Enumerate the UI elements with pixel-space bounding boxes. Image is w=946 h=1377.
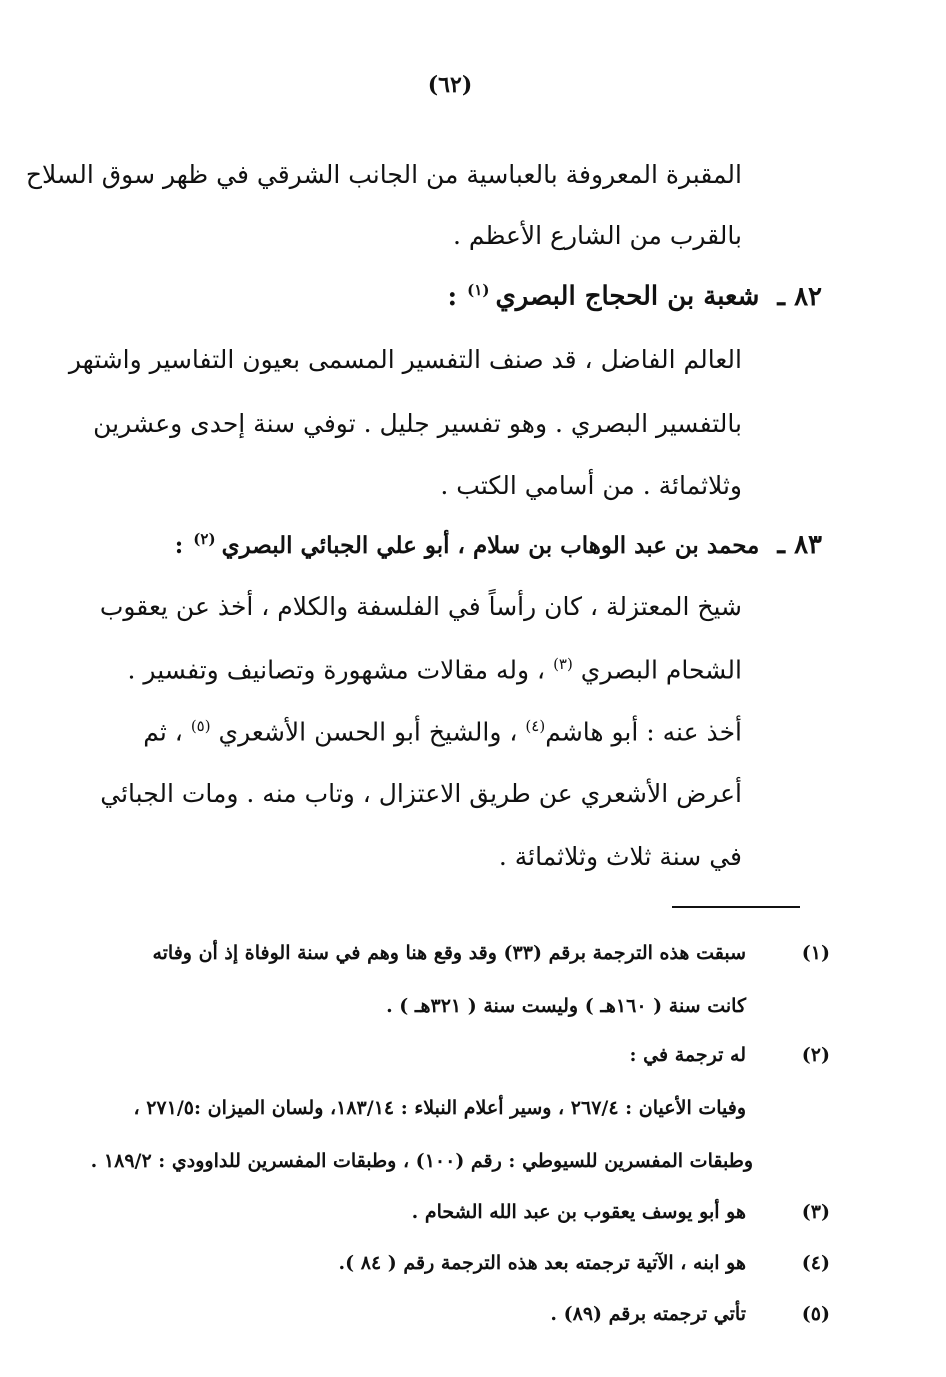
entry-83-line-2-a: الشحام البصري [580, 655, 742, 685]
entry-83-line-4: أعرض الأشعري عن طريق الاعتزال ، وتاب منه . ومات الجبائي [100, 779, 742, 808]
footnote-1-line-1: سبقت هذه الترجمة برقم (٣٣) وقد وقع هنا وهم في سنة الوفاة إذ أن وفاته [152, 942, 746, 964]
page-number: (٦٢) [427, 72, 473, 98]
footnote-3-line-1: هو أبو يوسف يعقوب بن عبد الله الشحام . [411, 1201, 746, 1223]
footnote-2-line-3: وطبقات المفسرين للسيوطي : رقم (١٠٠) ، وطبقات المفسرين للداوودي : ١٨٩/٢ . [90, 1150, 753, 1172]
entry-82-name: شعبة بن الحجاج البصري [495, 281, 760, 312]
footnote-5-number: (٥) [801, 1303, 830, 1325]
entry-83-colon: : [174, 532, 184, 559]
entry-82-line-3: وثلاثمائة . من أسامي الكتب . [440, 471, 742, 500]
entry-83-line-1: شيخ المعتزلة ، كان رأساً في الفلسفة والكلام ، أخذ عن يعقوب [99, 592, 742, 621]
entry-82-colon: : [447, 281, 458, 312]
entry-83-name: محمد بن عبد الوهاب بن سلام ، أبو علي الجبائي البصري [221, 532, 760, 559]
footnote-3-number: (٣) [801, 1201, 830, 1223]
footnote-4-line-1: هو ابنه ، الآتية ترجمته بعد هذه الترجمة رقم ( ٨٤ ). [338, 1252, 746, 1274]
intro-line-2: بالقرب من الشارع الأعظم . [452, 221, 742, 250]
entry-83-line-3 [143, 717, 742, 746]
entry-83-line-2 [128, 655, 742, 684]
entry-83-line-3-b: ، والشيخ أبو الحسن الأشعري [218, 717, 518, 747]
entry-82-heading [448, 281, 822, 312]
entry-82-line-1: العالم الفاضل ، قد صنف التفسير المسمى بعيون التفاسير واشتهر [68, 345, 742, 374]
footnote-5-line-1: تأتي ترجمته برقم (٨٩) . [550, 1303, 746, 1325]
footnote-1-line-2: كانت سنة ( ١٦٠هـ ) وليست سنة ( ٣٢١هـ ) . [386, 995, 746, 1017]
entry-83-footnote-ref: (٢) [193, 530, 216, 549]
footnote-2-line-1: له ترجمة في : [629, 1044, 746, 1066]
entry-83-line-2-b: ، وله مقالات مشهورة وتصانيف وتفسير . [127, 655, 546, 685]
intro-line-1: المقبرة المعروفة بالعباسية من الجانب الشرقي في ظهر سوق السلاح [25, 160, 742, 189]
entry-83-footnote-ref-5: (٥) [190, 717, 211, 735]
entry-82-number: ٨٢ ـ [777, 281, 822, 312]
entry-83-line-5: في سنة ثلاث وثلاثمائة . [498, 842, 742, 871]
entry-83-line-3-a: أخذ عنه : أبو هاشم [545, 717, 742, 747]
entry-83-line-3-c: ، ثم [143, 717, 183, 747]
footnote-1-number: (١) [801, 942, 830, 964]
entry-82-footnote-ref: (١) [467, 281, 490, 299]
footnote-4-number: (٤) [801, 1252, 830, 1274]
footnote-2-line-2: وفيات الأعيان : ٢٦٧/٤ ، وسير أعلام النبلاء : ١٨٣/١٤، ولسان الميزان :٢٧١/٥ ، [133, 1097, 746, 1119]
entry-83-footnote-ref-4: (٤) [525, 717, 546, 735]
footnote-2-number: (٢) [801, 1044, 830, 1066]
entry-82-line-2: بالتفسير البصري . وهو تفسير جليل . توفي سنة إحدى وعشرين [93, 409, 742, 438]
entry-83-heading [175, 530, 822, 560]
entry-83-number: ٨٣ ـ [777, 530, 822, 560]
footnote-separator [672, 906, 800, 908]
entry-83-footnote-ref-3: (٣) [553, 655, 573, 673]
